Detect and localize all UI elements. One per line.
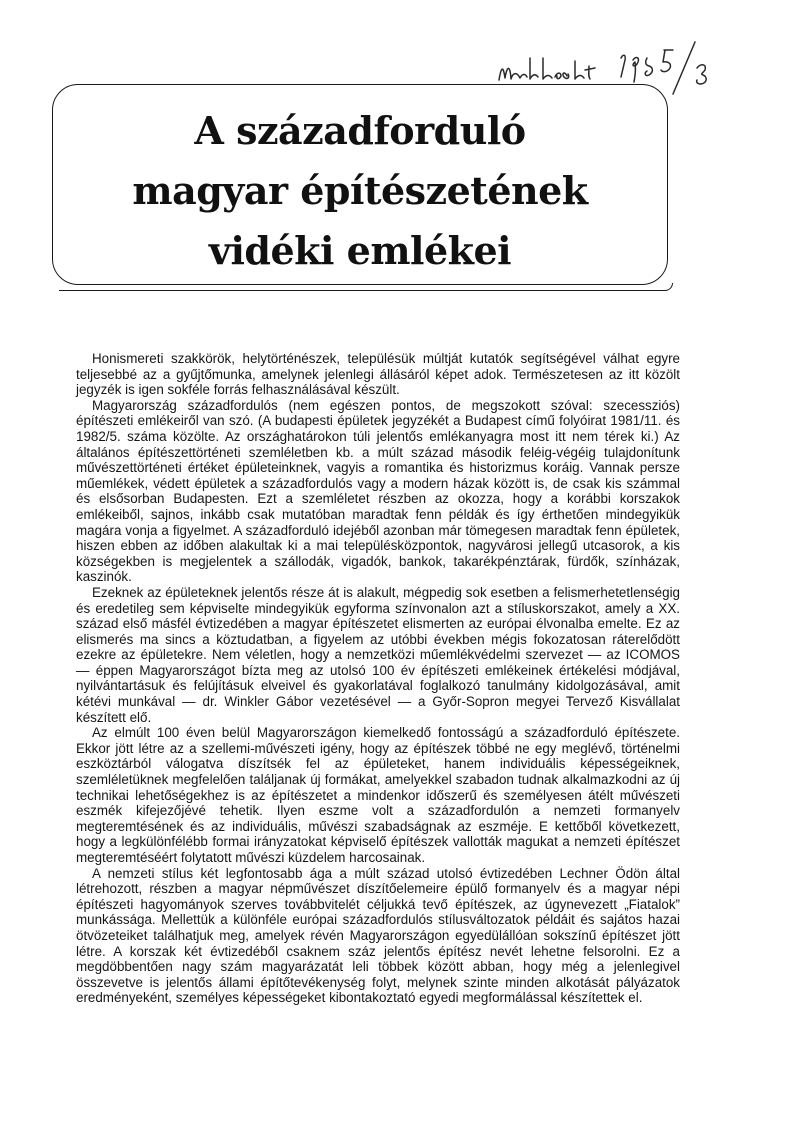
paragraph-5: A nemzeti stílus két legfontosabb ága a múlt század utolsó évtizedében Lechner Ödön által létrehozott, részben a magyar népművészet díszítőelemeire épülő formanyelv és a magyar népi építészeti hagyományok szerves továbbvitelét céljukká tevő építészek, az úgynevezett „Fiatalok” munkássága. Mellettük a különféle európai századfordulós stílusváltozatok példáit és sajátos hazai ötvözeteiket találhatjuk meg, amelyek révén Magyarországon egyedülállóan sokszínű építészet jött létre. A korszak két évtizedéből csaknem száz jelentős építész nevét lehetne felsorolni. Ez a megdöbbentően nagy szám magyarázatát leli többek között abban, hogy még a jelenlegivel összevetve is jelentős állami építőtevékenység folyt, melynek szinte minden alkotását pályázatok eredményeként, személyes képességeket kibontakoztató egyedi megformálással készítettek el. [76, 865, 680, 1006]
paragraph-1: Honismereti szakkörök, helytörténészek, településük múltját kutatók segítségével válhat egyre teljesebbé az a gyűjtőmunka, amelynek jelenlegi állásáról képet adok. Természetesen az itt közölt jegyzék is igen sokféle forrás felhasználásával készült. [76, 351, 680, 398]
paragraph-4: Az elmúlt 100 éven belül Magyarországon kiemelkedő fontosságú a századforduló építészete. Ekkor jött létre az a szellemi-művészeti igény, hogy az építészek többé ne egy meglévő, történelmi eszköztárból válogatva díszítsék fel az épületeket, hanem individuális képességeiknek, szemléletüknek megfelelően találjanak új formákat, amelyekkel szabadon tudnak alkalmazkodni az új technikai lehetőségekhez is az építészetet a mindenkor időszerű és személyesen átélt művészeti eszmék kifejezőjévé tehetik. Ilyen eszme volt a századfordulón a nemzeti formanyelv megteremtésének és az individuális, művészi szabadságnak az eszméje. E kettőből következett, hogy a legkülönfélébb formai irányzatokat képviselő építészek vallották magukat a nemzeti építészet megteremtéséért folytatott művészi küzdelem harcosainak. [76, 725, 680, 865]
article-body [76, 351, 680, 1006]
paragraph-2: Magyarország századfordulós (nem egészen pontos, de megszokott szóval: szecessziós) építészeti emlékeiről van szó. (A budapesti épületek jegyzékét a Budapest című folyóirat 1981/11. és 1982/5. száma közölte. Az országhatárokon túli jelentős emlékanyagra most itt nem térek ki.) Az általános építészettörténeti szemléletben kb. a múlt század második feléig-végéig tulajdonítunk művészettörténeti értéket épületeinknek, vagyis a romantika és historizmus koráig. Vannak persze műemlékek, védett épületek a századfordulós vagy a modern házak között is, de csak kis számmal és elsősorban Budapesten. Ezt a szemléletet részben az okozza, hogy a korábbi korszakok emlékeiből, sajnos, inkább csak mutatóban maradtak fenn példák és így érthetően mindegyikük magára vonja a figyelmet. A századforduló idejéből azonban már tömegesen maradtak fenn épületek, hiszen ebben az időben alakultak ki a mai településközpontok, nagyvárosi jellegű utcasorok, a kis községekben is megjelentek a szállodák, vigadók, bankok, takarékpénztárak, fürdők, színházak, kaszinók. [76, 397, 680, 585]
title-line-3: vidéki emlékei [208, 228, 512, 273]
title-line-1: A századforduló [194, 108, 526, 153]
article-title [53, 101, 667, 281]
title-line-2: magyar építészetének [132, 168, 588, 213]
paragraph-3: Ezeknek az épületeknek jelentős része át is alakult, mégpedig sok esetben a felismerhetetlenségig és eredetileg sem képviselte mindegyikük egyforma színvonalon azt a stíluskorszakot, amely a XX. század első másfél évtizedében a magyar építészetet elismerten az európai élvonalba emelte. Ez az elismerés ma sincs a köztudatban, a figyelem az utóbbi években mégis fokozatosan ráterelődött ezekre az épületekre. Nem véletlen, hogy a nemzetközi műemlékvédelmi szervezet — az ICOMOS — éppen Magyarországot bízta meg az utolsó 100 év építészeti emlékeinek értékelési módjával, nyilvántartásuk és felújításuk elveivel és gyakorlatával foglalkozó tanulmány kidolgozásával, amit kétévi munkával — dr. Winkler Gábor vezetésével — a Győr-Sopron megyei Tervező Kisvállalat készített elő. [76, 584, 680, 725]
title-box [52, 84, 668, 285]
